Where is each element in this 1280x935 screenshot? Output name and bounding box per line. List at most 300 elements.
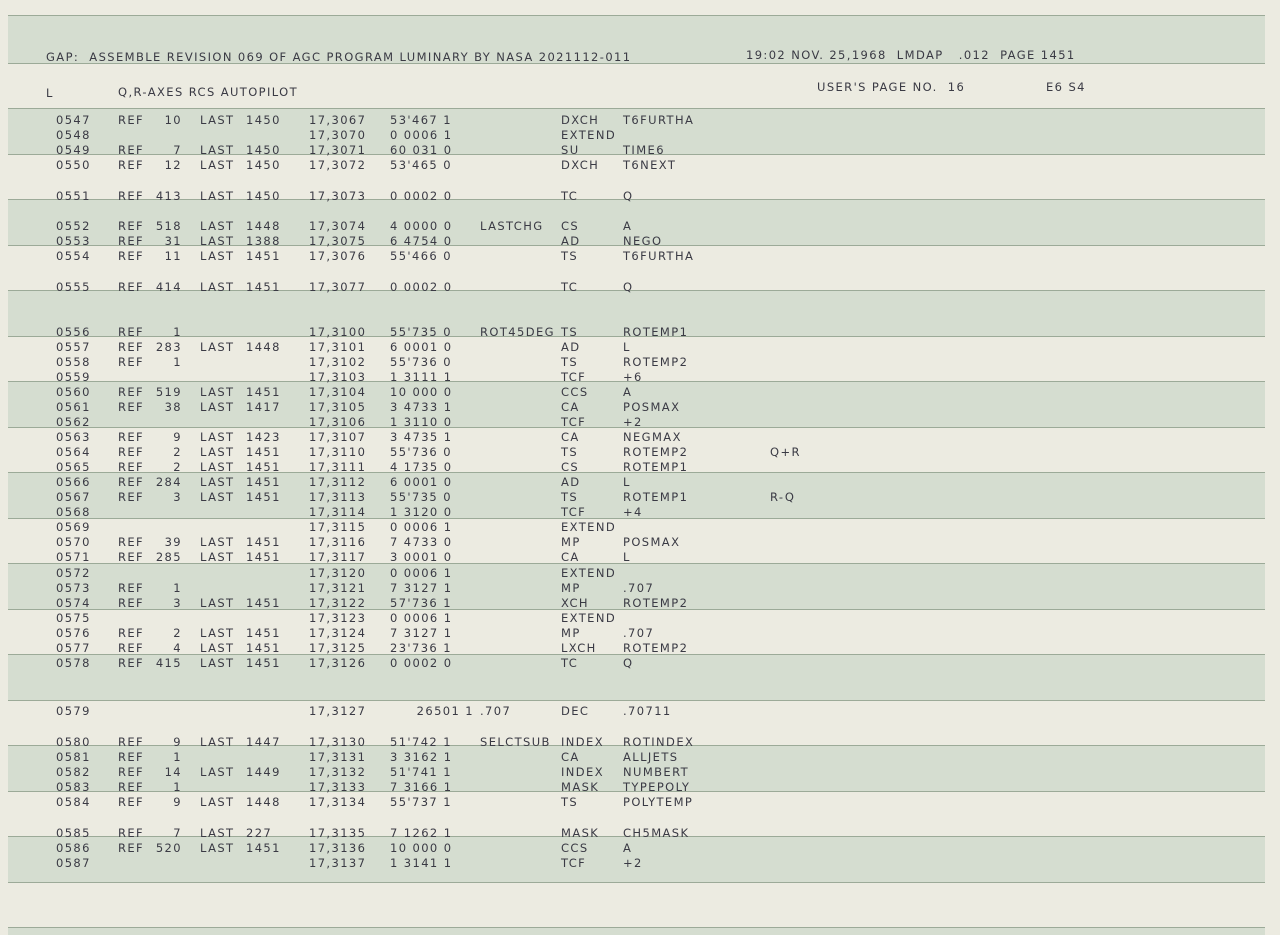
line-number: 0562 — [56, 415, 91, 429]
listing-row — [0, 189, 1280, 204]
ref-keyword: REF — [118, 750, 145, 764]
address: 17,3105 — [309, 400, 367, 414]
listing-row — [0, 460, 1280, 475]
listing-row — [0, 415, 1280, 430]
listing-row — [0, 430, 1280, 445]
comment: R-Q — [770, 490, 796, 504]
ref-count: 3 — [173, 596, 182, 610]
ref-keyword: REF — [118, 143, 145, 157]
octal-word: 55'736 0 — [390, 355, 452, 369]
line-number: 0572 — [56, 566, 91, 580]
operand: ROTEMP1 — [623, 490, 689, 504]
opcode: EXTEND — [561, 566, 617, 580]
operand: L — [623, 475, 631, 489]
line-number: 0566 — [56, 475, 91, 489]
last-keyword: LAST — [200, 490, 235, 504]
ref-count: 9 — [173, 735, 182, 749]
octal-word: 3 4733 1 — [390, 400, 453, 414]
last-page: 1417 — [246, 400, 281, 414]
operand: ROTINDEX — [623, 735, 695, 749]
page-code: E6 S4 — [1046, 80, 1086, 94]
line-number: 0550 — [56, 158, 91, 172]
opcode: TS — [561, 249, 579, 263]
header-l-marker: L — [46, 86, 54, 100]
octal-word: 53'465 0 — [390, 158, 452, 172]
octal-word: 0 0002 0 — [390, 280, 453, 294]
address: 17,3136 — [309, 841, 367, 855]
operand: ROTEMP2 — [623, 355, 689, 369]
last-page: 1448 — [246, 219, 281, 233]
line-number: 0567 — [56, 490, 91, 504]
last-keyword: LAST — [200, 460, 235, 474]
line-number: 0556 — [56, 325, 91, 339]
users-page-number: USER'S PAGE NO. 16 — [817, 80, 966, 94]
line-number: 0581 — [56, 750, 91, 764]
address: 17,3120 — [309, 566, 367, 580]
ref-count: 413 — [155, 189, 182, 203]
last-page: 1451 — [246, 626, 281, 640]
ref-keyword: REF — [118, 445, 145, 459]
last-page: 1451 — [246, 641, 281, 655]
last-page: 227 — [246, 826, 273, 840]
last-page: 1450 — [246, 189, 281, 203]
listing-row — [0, 581, 1280, 596]
operand: L — [623, 550, 631, 564]
octal-word: 55'466 0 — [390, 249, 452, 263]
operand: .70711 — [623, 704, 672, 718]
line-number: 0564 — [56, 445, 91, 459]
ref-keyword: REF — [118, 626, 145, 640]
octal-word: 1 3111 1 — [390, 370, 453, 384]
opcode: MP — [561, 581, 581, 595]
line-number: 0559 — [56, 370, 91, 384]
listing-row — [0, 596, 1280, 611]
ref-count: 4 — [173, 641, 182, 655]
last-page: 1447 — [246, 735, 281, 749]
ref-keyword: REF — [118, 430, 145, 444]
opcode: CCS — [561, 385, 589, 399]
opcode: TC — [561, 280, 579, 294]
operand: +2 — [623, 415, 643, 429]
ref-count: 1 — [173, 355, 182, 369]
last-page: 1451 — [246, 550, 281, 564]
octal-word: 3 3162 1 — [390, 750, 453, 764]
listing-row — [0, 826, 1280, 841]
last-keyword: LAST — [200, 158, 235, 172]
address: 17,3137 — [309, 856, 367, 870]
opcode: INDEX — [561, 735, 604, 749]
symbol-label: ROT45DEG — [480, 325, 555, 339]
line-number: 0561 — [56, 400, 91, 414]
ref-count: 7 — [173, 826, 182, 840]
listing-row — [0, 325, 1280, 340]
symbol-label: .707 — [480, 704, 512, 718]
listing-row — [0, 780, 1280, 795]
octal-word: 7 1262 1 — [390, 826, 453, 840]
address: 17,3110 — [309, 445, 367, 459]
line-number: 0560 — [56, 385, 91, 399]
listing-row — [0, 445, 1280, 460]
ref-keyword: REF — [118, 735, 145, 749]
address: 17,3132 — [309, 765, 367, 779]
line-number: 0569 — [56, 520, 91, 534]
octal-word: 55'736 0 — [390, 445, 452, 459]
line-number: 0584 — [56, 795, 91, 809]
last-page: 1450 — [246, 158, 281, 172]
octal-word: 0 0006 1 — [390, 520, 453, 534]
ref-keyword: REF — [118, 641, 145, 655]
line-number: 0551 — [56, 189, 91, 203]
ref-keyword: REF — [118, 460, 145, 474]
octal-word: 55'735 0 — [390, 490, 452, 504]
line-number: 0587 — [56, 856, 91, 870]
octal-word: 1 3120 0 — [390, 505, 453, 519]
ref-count: 39 — [164, 535, 182, 549]
opcode: TCF — [561, 856, 587, 870]
ref-keyword: REF — [118, 656, 145, 670]
octal-word: 0 0006 1 — [390, 611, 453, 625]
listing-row — [0, 641, 1280, 656]
ref-keyword: REF — [118, 841, 145, 855]
address: 17,3100 — [309, 325, 367, 339]
ref-count: 10 — [164, 113, 182, 127]
ref-keyword: REF — [118, 475, 145, 489]
listing-row — [0, 475, 1280, 490]
last-keyword: LAST — [200, 143, 235, 157]
last-keyword: LAST — [200, 400, 235, 414]
address: 17,3114 — [309, 505, 367, 519]
operand: Q — [623, 280, 634, 294]
operand: +6 — [623, 370, 643, 384]
address: 17,3134 — [309, 795, 367, 809]
last-keyword: LAST — [200, 841, 235, 855]
ref-keyword: REF — [118, 249, 145, 263]
opcode: DXCH — [561, 113, 600, 127]
operand: A — [623, 385, 633, 399]
line-number: 0558 — [56, 355, 91, 369]
line-number: 0555 — [56, 280, 91, 294]
octal-word: 0 0002 0 — [390, 189, 453, 203]
address: 17,3106 — [309, 415, 367, 429]
ref-keyword: REF — [118, 113, 145, 127]
opcode: INDEX — [561, 765, 604, 779]
listing-row — [0, 765, 1280, 780]
opcode: CCS — [561, 841, 589, 855]
listing-row — [0, 490, 1280, 505]
octal-word: 6 0001 0 — [390, 340, 453, 354]
header-timestamp-page: 19:02 NOV. 25,1968 LMDAP .012 PAGE 1451 — [746, 48, 1076, 62]
opcode: TC — [561, 656, 579, 670]
ref-count: 1 — [173, 750, 182, 764]
operand: +4 — [623, 505, 643, 519]
listing-row — [0, 704, 1280, 719]
operand: TIME6 — [623, 143, 665, 157]
ref-count: 1 — [173, 780, 182, 794]
line-number: 0577 — [56, 641, 91, 655]
octal-word: 4 1735 0 — [390, 460, 453, 474]
last-page: 1451 — [246, 490, 281, 504]
octal-word: 3 4735 1 — [390, 430, 453, 444]
listing-row — [0, 113, 1280, 128]
ref-keyword: REF — [118, 355, 145, 369]
last-keyword: LAST — [200, 475, 235, 489]
operand: T6FURTHA — [623, 113, 695, 127]
address: 17,3115 — [309, 520, 367, 534]
last-keyword: LAST — [200, 445, 235, 459]
listing-row — [0, 340, 1280, 355]
listing-row — [0, 550, 1280, 565]
ref-count: 2 — [173, 460, 182, 474]
listing-row — [0, 355, 1280, 370]
listing-row — [0, 735, 1280, 750]
address: 17,3076 — [309, 249, 367, 263]
operand: A — [623, 841, 633, 855]
ref-keyword: REF — [118, 189, 145, 203]
address: 17,3126 — [309, 656, 367, 670]
opcode: AD — [561, 234, 581, 248]
opcode: CA — [561, 400, 580, 414]
listing-row — [0, 219, 1280, 234]
operand: ROTEMP1 — [623, 460, 689, 474]
address: 17,3104 — [309, 385, 367, 399]
last-keyword: LAST — [200, 234, 235, 248]
opcode: SU — [561, 143, 580, 157]
operand: ROTEMP2 — [623, 596, 689, 610]
address: 17,3102 — [309, 355, 367, 369]
last-page: 1451 — [246, 280, 281, 294]
operand: ROTEMP2 — [623, 445, 689, 459]
last-keyword: LAST — [200, 385, 235, 399]
last-page: 1451 — [246, 841, 281, 855]
last-page: 1451 — [246, 596, 281, 610]
octal-word: 26501 1 — [416, 704, 474, 718]
line-number: 0573 — [56, 581, 91, 595]
address: 17,3135 — [309, 826, 367, 840]
opcode: CA — [561, 550, 580, 564]
operand: .707 — [623, 581, 655, 595]
last-page: 1451 — [246, 475, 281, 489]
opcode: MASK — [561, 780, 600, 794]
address: 17,3130 — [309, 735, 367, 749]
opcode: TS — [561, 325, 579, 339]
opcode: TCF — [561, 370, 587, 384]
address: 17,3127 — [309, 704, 367, 718]
operand: T6NEXT — [623, 158, 677, 172]
last-keyword: LAST — [200, 535, 235, 549]
opcode: EXTEND — [561, 611, 617, 625]
ref-count: 2 — [173, 445, 182, 459]
ref-keyword: REF — [118, 158, 145, 172]
ref-count: 12 — [164, 158, 182, 172]
operand: Q — [623, 189, 634, 203]
last-page: 1451 — [246, 656, 281, 670]
octal-word: 7 3127 1 — [390, 626, 453, 640]
octal-word: 7 3127 1 — [390, 581, 453, 595]
address: 17,3077 — [309, 280, 367, 294]
band-rule — [8, 108, 1265, 109]
symbol-label: SELCTSUB — [480, 735, 551, 749]
ref-keyword: REF — [118, 780, 145, 794]
ref-keyword: REF — [118, 219, 145, 233]
line-number: 0576 — [56, 626, 91, 640]
octal-word: 51'741 1 — [390, 765, 452, 779]
address: 17,3101 — [309, 340, 367, 354]
symbol-label: LASTCHG — [480, 219, 544, 233]
last-page: 1451 — [246, 445, 281, 459]
last-keyword: LAST — [200, 826, 235, 840]
ref-count: 3 — [173, 490, 182, 504]
listing-row — [0, 234, 1280, 249]
ref-count: 9 — [173, 795, 182, 809]
last-keyword: LAST — [200, 550, 235, 564]
header-assemble-line: GAP: ASSEMBLE REVISION 069 OF AGC PROGRAM LUMINARY BY NASA 2021112-011 — [46, 50, 632, 64]
address: 17,3103 — [309, 370, 367, 384]
band-rule — [8, 15, 1265, 16]
opcode: MASK — [561, 826, 600, 840]
ref-keyword: REF — [118, 280, 145, 294]
last-keyword: LAST — [200, 249, 235, 263]
ref-keyword: REF — [118, 490, 145, 504]
opcode: TS — [561, 445, 579, 459]
opcode: TS — [561, 490, 579, 504]
listing-row — [0, 566, 1280, 581]
opcode: MP — [561, 626, 581, 640]
ref-count: 2 — [173, 626, 182, 640]
octal-word: 10 000 0 — [390, 841, 453, 855]
line-number: 0549 — [56, 143, 91, 157]
line-number: 0554 — [56, 249, 91, 263]
opcode: TCF — [561, 505, 587, 519]
ref-keyword: REF — [118, 385, 145, 399]
line-number: 0582 — [56, 765, 91, 779]
listing-row — [0, 535, 1280, 550]
ref-count: 414 — [155, 280, 182, 294]
listing-row — [0, 626, 1280, 641]
last-keyword: LAST — [200, 430, 235, 444]
octal-word: 60 031 0 — [390, 143, 453, 157]
opcode: TCF — [561, 415, 587, 429]
line-number: 0583 — [56, 780, 91, 794]
opcode: CS — [561, 219, 580, 233]
operand: NEGMAX — [623, 430, 682, 444]
address: 17,3123 — [309, 611, 367, 625]
opcode: LXCH — [561, 641, 597, 655]
line-number: 0578 — [56, 656, 91, 670]
listing-row — [0, 795, 1280, 810]
address: 17,3125 — [309, 641, 367, 655]
line-number: 0547 — [56, 113, 91, 127]
ref-count: 520 — [155, 841, 182, 855]
address: 17,3133 — [309, 780, 367, 794]
address: 17,3072 — [309, 158, 367, 172]
address: 17,3117 — [309, 550, 367, 564]
last-keyword: LAST — [200, 596, 235, 610]
last-keyword: LAST — [200, 626, 235, 640]
octal-word: 3 0001 0 — [390, 550, 453, 564]
line-number: 0570 — [56, 535, 91, 549]
opcode: XCH — [561, 596, 589, 610]
line-number: 0553 — [56, 234, 91, 248]
last-page: 1449 — [246, 765, 281, 779]
line-number: 0548 — [56, 128, 91, 142]
last-keyword: LAST — [200, 189, 235, 203]
line-number: 0575 — [56, 611, 91, 625]
operand: NUMBERT — [623, 765, 690, 779]
address: 17,3073 — [309, 189, 367, 203]
operand: TYPEPOLY — [623, 780, 691, 794]
last-keyword: LAST — [200, 656, 235, 670]
ref-keyword: REF — [118, 765, 145, 779]
ref-count: 9 — [173, 430, 182, 444]
ref-count: 283 — [155, 340, 182, 354]
last-keyword: LAST — [200, 795, 235, 809]
listing-row — [0, 385, 1280, 400]
last-keyword: LAST — [200, 340, 235, 354]
ref-keyword: REF — [118, 596, 145, 610]
octal-word: 55'737 1 — [390, 795, 452, 809]
octal-word: 7 4733 0 — [390, 535, 453, 549]
octal-word: 6 4754 0 — [390, 234, 453, 248]
opcode: AD — [561, 340, 581, 354]
opcode: MP — [561, 535, 581, 549]
comment: Q+R — [770, 445, 801, 459]
last-page: 1450 — [246, 143, 281, 157]
line-number: 0585 — [56, 826, 91, 840]
line-number: 0574 — [56, 596, 91, 610]
opcode: CS — [561, 460, 580, 474]
opcode: DEC — [561, 704, 590, 718]
opcode: CA — [561, 750, 580, 764]
listing-row — [0, 750, 1280, 765]
operand: ROTEMP2 — [623, 641, 689, 655]
address: 17,3074 — [309, 219, 367, 233]
line-number: 0571 — [56, 550, 91, 564]
opcode: TS — [561, 795, 579, 809]
last-keyword: LAST — [200, 113, 235, 127]
address: 17,3067 — [309, 113, 367, 127]
listing-row — [0, 656, 1280, 671]
address: 17,3121 — [309, 581, 367, 595]
opcode: TC — [561, 189, 579, 203]
operand: L — [623, 340, 631, 354]
last-page: 1451 — [246, 249, 281, 263]
last-page: 1451 — [246, 535, 281, 549]
ref-count: 7 — [173, 143, 182, 157]
operand: A — [623, 219, 633, 233]
ref-count: 285 — [155, 550, 182, 564]
last-keyword: LAST — [200, 641, 235, 655]
address: 17,3124 — [309, 626, 367, 640]
listing-row — [0, 611, 1280, 626]
ref-count: 11 — [164, 249, 182, 263]
ref-count: 415 — [155, 656, 182, 670]
ref-count: 519 — [155, 385, 182, 399]
listing-row — [0, 856, 1280, 871]
opcode: EXTEND — [561, 520, 617, 534]
listing-row — [0, 249, 1280, 264]
octal-word: 23'736 1 — [390, 641, 452, 655]
last-page: 1388 — [246, 234, 281, 248]
ref-count: 31 — [164, 234, 182, 248]
operand: .707 — [623, 626, 655, 640]
last-keyword: LAST — [200, 280, 235, 294]
octal-word: 10 000 0 — [390, 385, 453, 399]
band-rule — [8, 927, 1265, 928]
ref-keyword: REF — [118, 550, 145, 564]
opcode: EXTEND — [561, 128, 617, 142]
line-number: 0586 — [56, 841, 91, 855]
ref-keyword: REF — [118, 234, 145, 248]
